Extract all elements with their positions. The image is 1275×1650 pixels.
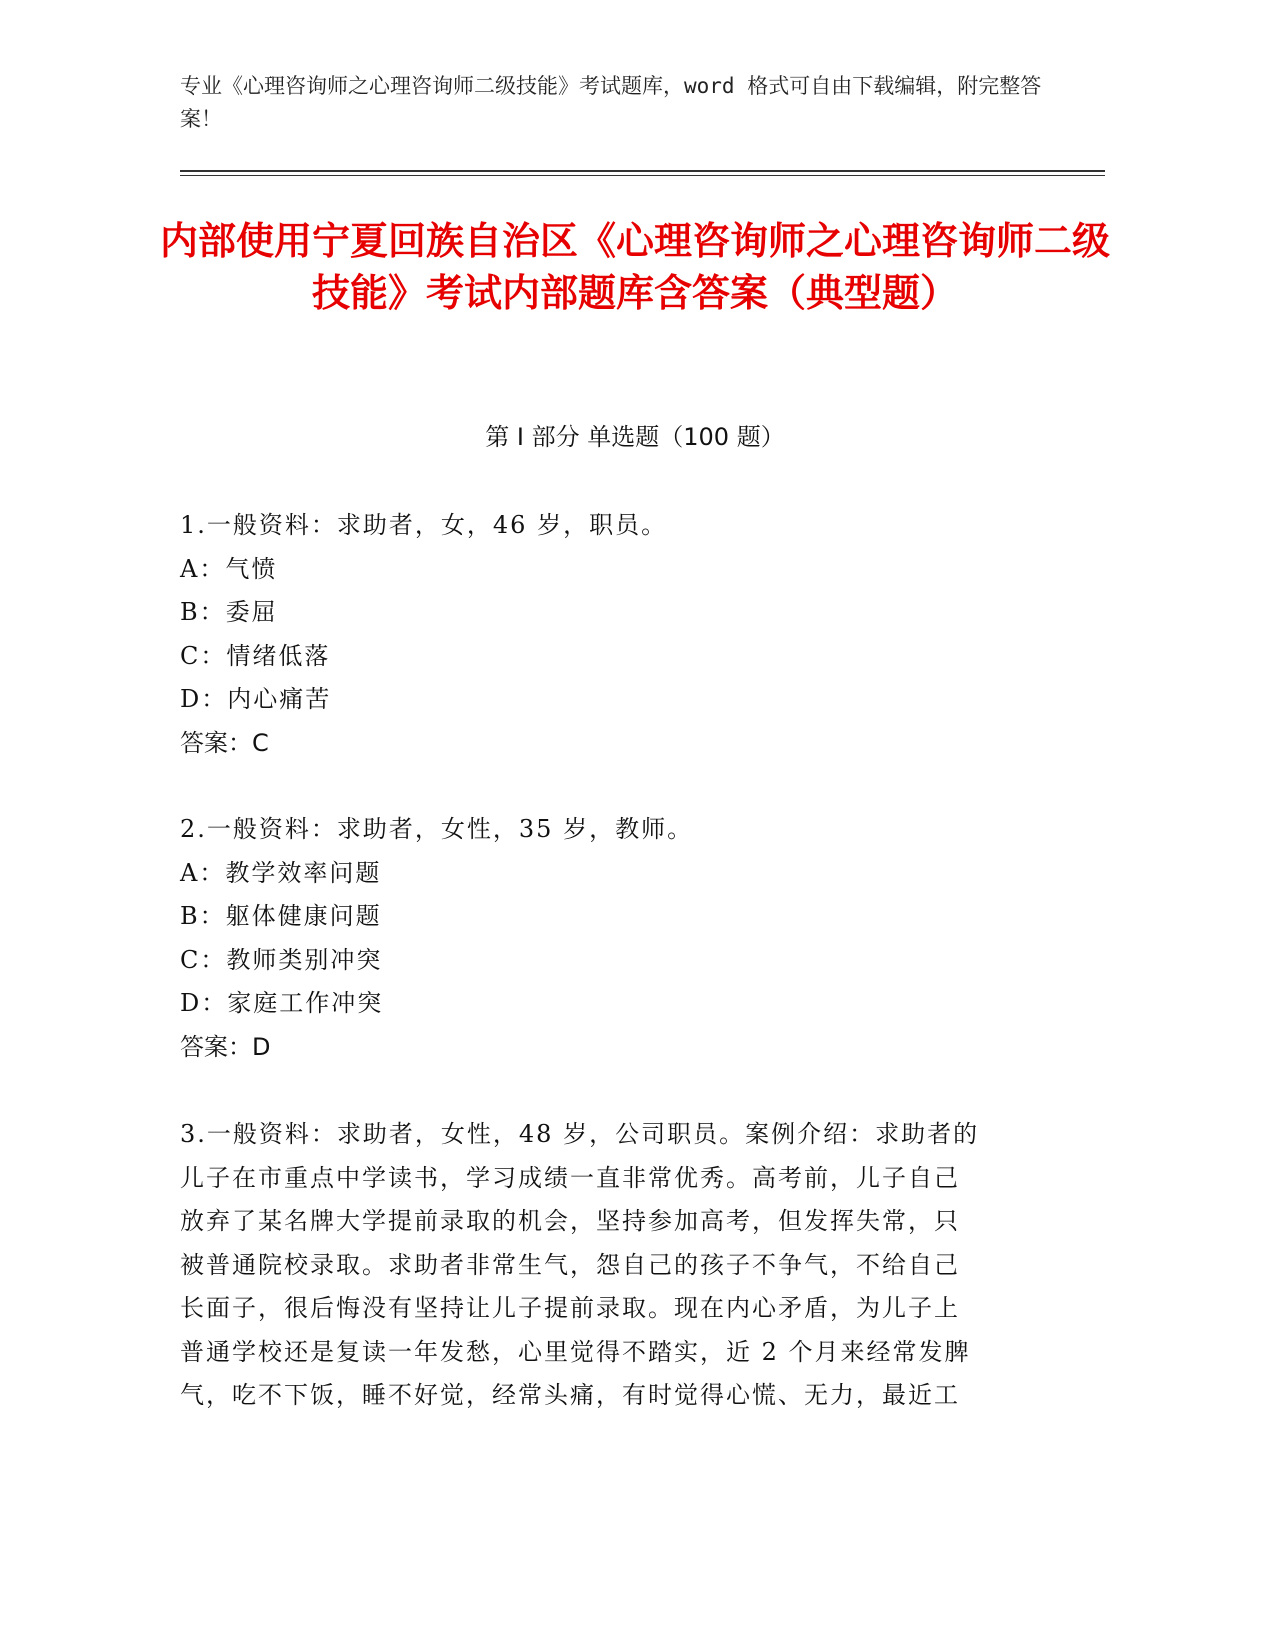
answer-label: 答案：D (180, 1032, 271, 1061)
question-2 (180, 808, 1020, 1069)
option-b: B：躯体健康问题 (180, 902, 382, 930)
header-note: 专业《心理咨询师之心理咨询师二级技能》考试题库，word 格式可自由下载编辑，附完整答案！ (180, 74, 1042, 131)
question-1 (180, 504, 1020, 765)
option-d: D：内心痛苦 (180, 685, 332, 713)
question-stem-line: 普通学校还是复读一年发愁，心里觉得不踏实，近 2 个月来经常发脾 (180, 1337, 971, 1366)
option-c: C：情绪低落 (180, 641, 331, 670)
section-title: 第 I 部分 单选题（100 题） (485, 423, 785, 451)
option-a: A：气愤 (180, 554, 278, 583)
question-3 (180, 1113, 1020, 1418)
question-stem: 1.一般资料：求助者，女，46 岁，职员。 (180, 511, 668, 539)
header-divider (180, 170, 1105, 176)
question-stem: 2.一般资料：求助者，女性，35 岁，教师。 (180, 815, 694, 843)
option-c: C：教师类别冲突 (180, 945, 383, 974)
question-stem-line: 儿子在市重点中学读书，学习成绩一直非常优秀。高考前，儿子自己 (180, 1163, 960, 1192)
answer-label: 答案：C (180, 728, 269, 757)
document-title: 内部使用宁夏回族自治区《心理咨询师之心理咨询师二级技能》考试内部题库含答案（典型题） (159, 219, 1110, 315)
question-stem-line: 被普通院校录取。求助者非常生气，怨自己的孩子不争气，不给自己 (180, 1250, 960, 1279)
option-d: D：家庭工作冲突 (180, 989, 384, 1017)
question-stem-line: 气，吃不下饭，睡不好觉，经常头痛，有时觉得心慌、无力，最近工 (180, 1381, 960, 1409)
question-stem-line: 3.一般资料：求助者，女性，48 岁，公司职员。案例介绍：求助者的 (180, 1120, 980, 1148)
question-stem-line: 放弃了某名牌大学提前录取的机会，坚持参加高考，但发挥失常，只 (180, 1207, 960, 1235)
option-a: A：教学效率问题 (180, 858, 382, 887)
option-b: B：委屈 (180, 598, 278, 626)
question-stem-line: 长面子，很后悔没有坚持让儿子提前录取。现在内心矛盾，为儿子上 (180, 1294, 960, 1322)
